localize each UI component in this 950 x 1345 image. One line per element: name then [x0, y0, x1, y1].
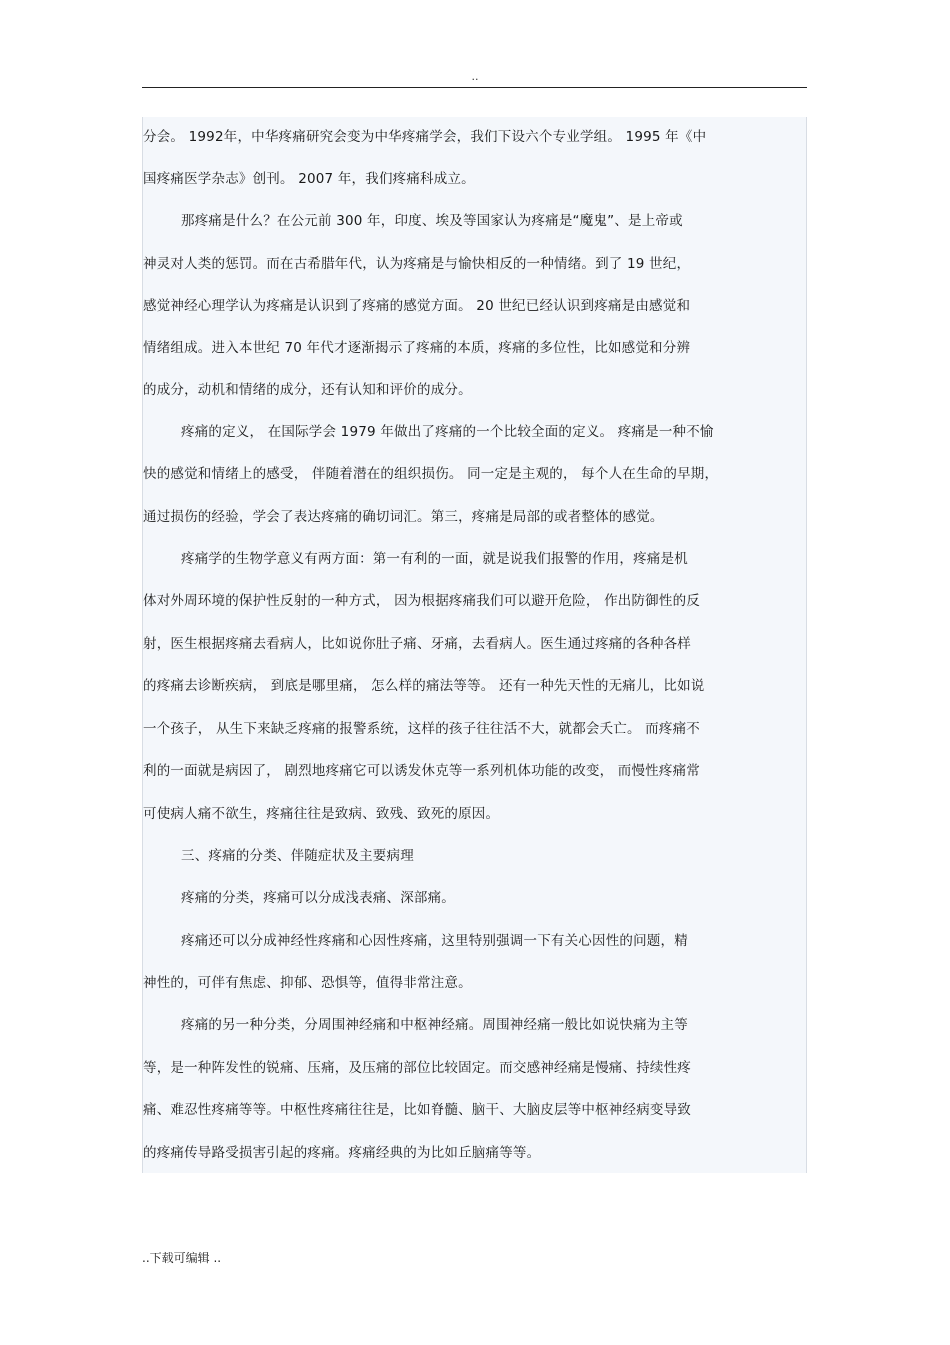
- text-line: 痛、难忍性疼痛等等。中枢性疼痛往往是，比如脊髓、脑干、大脑皮层等中枢神经病变导致: [143, 1102, 691, 1118]
- text-line: 等，是一种阵发性的锐痛、压痛，及压痛的部位比较固定。而交感神经痛是慢痛、持续性疼: [143, 1060, 691, 1076]
- text-line: 一个孩子， 从生下来缺乏疼痛的报警系统，这样的孩子往往活不大，就都会夭亡。 而疼痛不: [143, 721, 700, 737]
- text-line: 感觉神经心理学认为疼痛是认识到了疼痛的感觉方面。 20 世纪已经认识到疼痛是由感觉和: [143, 298, 691, 314]
- text-line: 疼痛学的生物学意义有两方面：第一有利的一面，就是说我们报警的作用，疼痛是机: [181, 551, 688, 567]
- content-box: [142, 117, 807, 1173]
- text-line: 利的一面就是病因了， 剧烈地疼痛它可以诱发休克等一系列机体功能的改变， 而慢性疼痛常: [143, 763, 700, 779]
- text-line: 分会。 1992年，中华疼痛研究会变为中华疼痛学会，我们下设六个专业学组。 1995 年《中: [143, 129, 707, 145]
- text-line: 的疼痛传导路受损害引起的疼痛。疼痛经典的为比如丘脑痛等等。: [143, 1145, 541, 1161]
- text-line: 神性的，可伴有焦虑、抑郁、恐惧等，值得非常注意。: [143, 975, 472, 991]
- text-line: 通过损伤的经验，学会了表达疼痛的确切词汇。第三，疼痛是局部的或者整体的感觉。: [143, 509, 664, 525]
- page-header-mark: ..: [471, 70, 479, 83]
- text-line: 快的感觉和情绪上的感受， 伴随着潜在的组织损伤。 同一定是主观的， 每个人在生命的早期，: [143, 466, 719, 482]
- page-footer: ..下载可编辑 ..: [142, 1251, 222, 1265]
- text-line: 射，医生根据疼痛去看病人，比如说你肚子痛、牙痛，去看病人。医生通过疼痛的各种各样: [143, 636, 691, 652]
- text-line: 可使病人痛不欲生，疼痛往往是致病、致残、致死的原因。: [143, 806, 500, 822]
- text-line: 疼痛的分类，疼痛可以分成浅表痛、深部痛。: [181, 890, 455, 906]
- text-line: 疼痛的定义， 在国际学会 1979 年做出了疼痛的一个比较全面的定义。 疼痛是一种不愉: [181, 424, 714, 440]
- text-line: 神灵对人类的惩罚。而在古希腊年代，认为疼痛是与愉快相反的一种情绪。到了 19 世纪，: [143, 256, 691, 272]
- text-line: 疼痛的另一种分类，分周围神经痛和中枢神经痛。周围神经痛一般比如说快痛为主等: [181, 1017, 688, 1033]
- text-line: 情绪组成。进入本世纪 70 年代才逐渐揭示了疼痛的本质，疼痛的多位性，比如感觉和分辨: [143, 340, 691, 356]
- text-line: 三、疼痛的分类、伴随症状及主要病理: [181, 848, 414, 864]
- text-line: 的疼痛去诊断疾病， 到底是哪里痛， 怎么样的痛法等等。 还有一种先天性的无痛儿，比如说: [143, 678, 705, 694]
- header-divider: [142, 87, 807, 88]
- text-line: 国疼痛医学杂志》创刊。 2007 年，我们疼痛科成立。: [143, 171, 475, 187]
- text-line: 的成分，动机和情绪的成分，还有认知和评价的成分。: [143, 382, 472, 398]
- text-line: 体对外周环境的保护性反射的一种方式， 因为根据疼痛我们可以避开危险， 作出防御性的反: [143, 593, 700, 609]
- text-line: 疼痛还可以分成神经性疼痛和心因性疼痛，这里特别强调一下有关心因性的问题，精: [181, 933, 688, 949]
- text-line: 那疼痛是什么？在公元前 300 年，印度、埃及等国家认为疼痛是“魔鬼”、是上帝或: [181, 213, 683, 229]
